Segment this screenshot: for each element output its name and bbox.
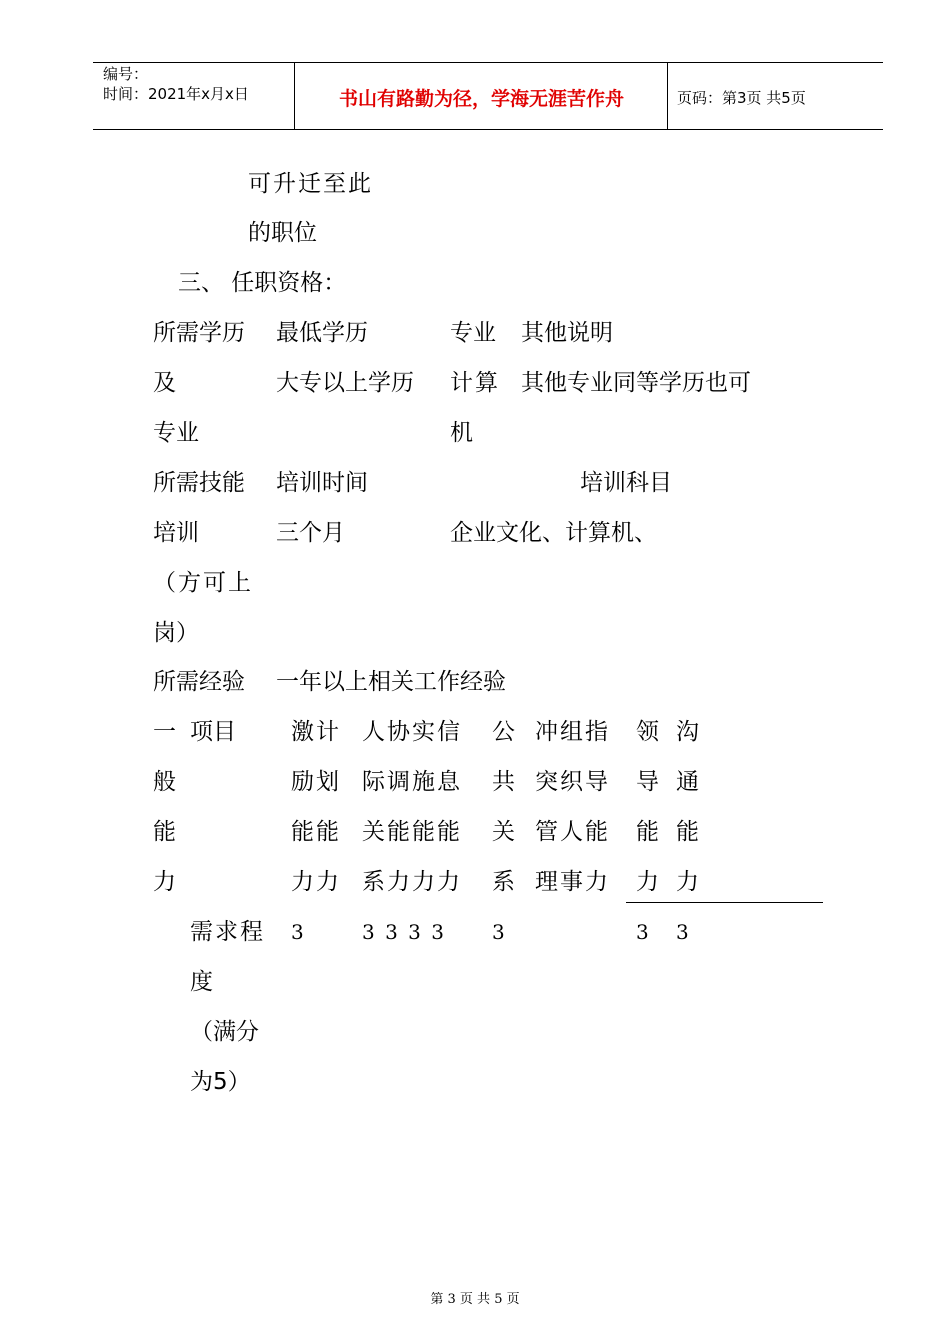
ability-cell: 力 xyxy=(636,869,659,895)
header-page-label: 页码：第3页 共5页 xyxy=(677,89,806,107)
ability-cell: 共 xyxy=(492,769,515,795)
ability-item-label: 项目 xyxy=(190,719,236,745)
demand-label-3: （满分 xyxy=(190,1019,259,1045)
training-col-subject: 培训科目 xyxy=(580,470,672,496)
training-label-2: 培训 xyxy=(153,520,199,546)
ability-cell: 际调施息 xyxy=(362,769,462,795)
ability-cell: 系力力力 xyxy=(362,869,462,895)
ability-cell: 励划 xyxy=(291,769,341,795)
section-heading: 三、 任职资格： xyxy=(178,270,347,296)
header-number-label: 编号： xyxy=(103,65,149,83)
edu-col-major: 专业 xyxy=(450,320,496,346)
edu-label-1: 所需学历 xyxy=(153,320,245,346)
ability-cell: 沟 xyxy=(676,719,699,745)
ability-label-2: 般 xyxy=(153,769,176,795)
promote-line-2: 的职位 xyxy=(248,220,317,246)
ability-underline xyxy=(626,902,823,903)
training-label-1: 所需技能 xyxy=(153,470,245,496)
ability-cell: 关能能能 xyxy=(362,819,462,845)
training-time-value: 三个月 xyxy=(276,520,345,546)
ability-label-1: 一 xyxy=(153,719,176,745)
ability-cell: 力 xyxy=(676,869,699,895)
demand-score: 3 xyxy=(636,920,649,944)
ability-cell: 激计 xyxy=(291,719,341,745)
edu-major-1: 计算 xyxy=(450,370,500,396)
edu-label-3: 专业 xyxy=(153,420,199,446)
header-motto: 书山有路勤为径，学海无涯苦作舟 xyxy=(338,88,624,110)
demand-score: 3 xyxy=(676,920,689,944)
ability-cell: 通 xyxy=(676,769,699,795)
ability-cell: 能 xyxy=(636,819,659,845)
ability-cell: 公 xyxy=(492,719,515,745)
ability-label-4: 力 xyxy=(153,869,176,895)
demand-label-2: 度 xyxy=(190,969,213,995)
header-bottom-rule xyxy=(93,129,883,130)
training-label-3: （方可上 xyxy=(153,570,253,596)
edu-min-value: 大专以上学历 xyxy=(276,370,414,396)
ability-cell: 系 xyxy=(492,869,515,895)
header-top-rule xyxy=(93,62,883,63)
ability-cell: 领 xyxy=(636,719,659,745)
edu-label-2: 及 xyxy=(153,370,176,396)
training-subject-value: 企业文化、计算机、 xyxy=(450,520,657,546)
ability-cell: 冲组指 xyxy=(535,719,610,745)
experience-value: 一年以上相关工作经验 xyxy=(276,669,506,695)
ability-cell: 理事力 xyxy=(535,869,610,895)
edu-col-min: 最低学历 xyxy=(276,320,368,346)
demand-score: 3 xyxy=(291,920,304,944)
ability-cell: 力力 xyxy=(291,869,341,895)
header-time-label: 时间：2021年x月x日 xyxy=(103,85,249,103)
edu-major-2: 机 xyxy=(450,420,473,446)
ability-cell: 突织导 xyxy=(535,769,610,795)
experience-label: 所需经验 xyxy=(153,669,245,695)
demand-score: 3 3 3 3 xyxy=(362,920,444,944)
ability-cell: 管人能 xyxy=(535,819,610,845)
ability-cell: 导 xyxy=(636,769,659,795)
demand-label-4: 为5） xyxy=(190,1069,251,1095)
ability-cell: 能 xyxy=(676,819,699,845)
promote-line-1: 可升迁至此 xyxy=(248,171,373,197)
training-label-4: 岗） xyxy=(153,620,199,646)
header-divider-right xyxy=(667,62,668,129)
edu-col-note: 其他说明 xyxy=(521,320,613,346)
header-divider-left xyxy=(294,62,295,129)
training-col-time: 培训时间 xyxy=(276,470,368,496)
demand-score: 3 xyxy=(492,920,505,944)
ability-cell: 能能 xyxy=(291,819,341,845)
page-footer: 第 3 页 共 5 页 xyxy=(430,1292,520,1307)
demand-label-1: 需求程 xyxy=(190,919,265,945)
ability-cell: 人协实信 xyxy=(362,719,462,745)
edu-note-value: 其他专业同等学历也可 xyxy=(521,370,751,396)
ability-label-3: 能 xyxy=(153,819,176,845)
ability-cell: 关 xyxy=(492,819,515,845)
